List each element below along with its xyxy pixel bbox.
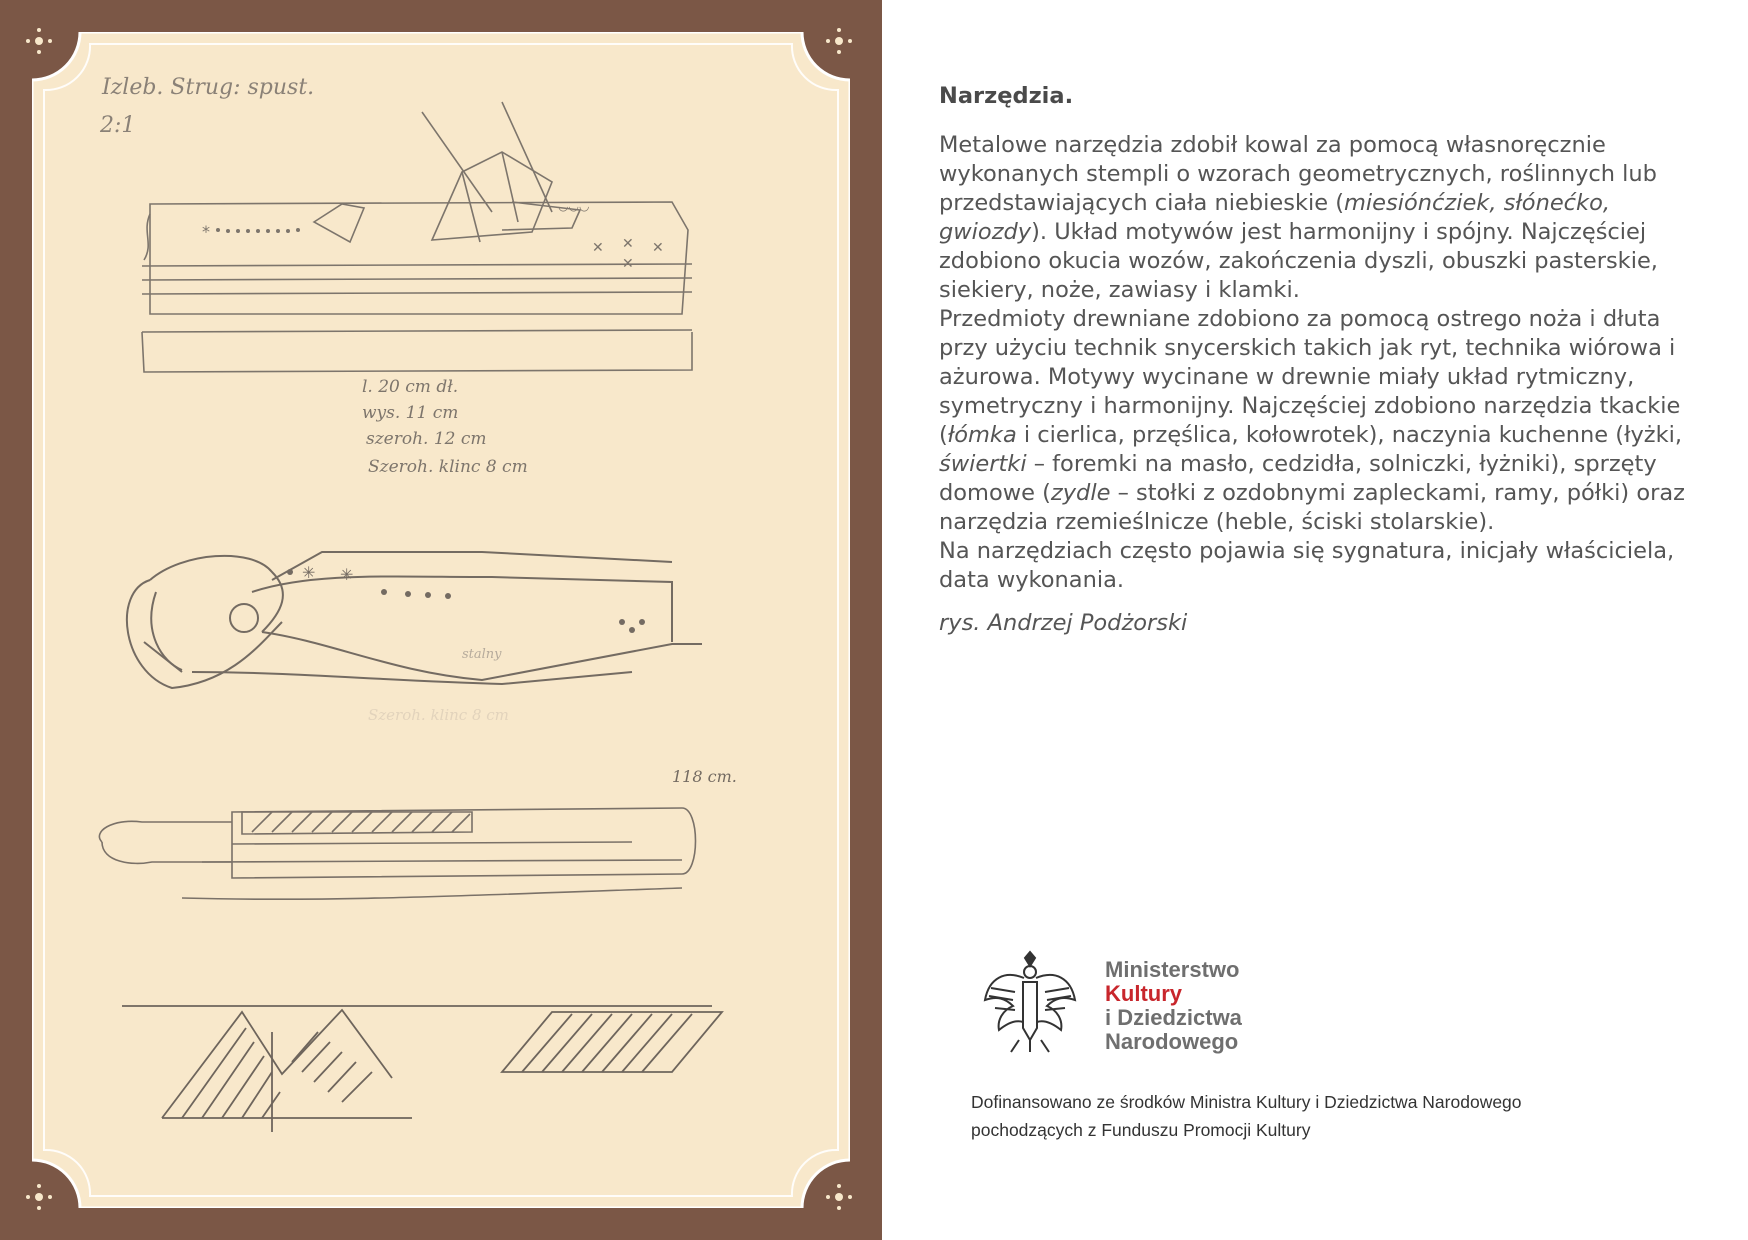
- author-credit: rys. Andrzej Podżorski: [939, 610, 1188, 636]
- svg-text:✳: ✳: [340, 565, 354, 584]
- note-faint-1: stalny: [462, 647, 502, 662]
- funding-note: Dofinansowano ze środków Ministra Kultury i Dziedzictwa Narodowego pochodzących z Funduszu Promocji Kultury: [971, 1092, 1522, 1140]
- note-dim-3: szeroh. 12 cm: [366, 429, 487, 449]
- article-heading: Narzędzia.: [939, 83, 1074, 109]
- note-length: 118 cm.: [672, 767, 737, 786]
- note-scale: 2:1: [100, 113, 136, 138]
- ministry-logo: [975, 948, 1335, 1058]
- corner-ornament-tr: [818, 20, 860, 62]
- svg-text:✕: ✕: [652, 240, 664, 256]
- paper-shape: [32, 32, 850, 1208]
- article: [939, 82, 1699, 638]
- sketch-paper: [32, 32, 850, 1208]
- svg-text:◡◡◡: ◡◡◡: [558, 199, 590, 213]
- svg-text:✳: ✳: [302, 563, 316, 582]
- note-dim-1: l. 20 cm dł.: [362, 377, 459, 397]
- note-dim-4: Szeroh. klinc 8 cm: [368, 457, 528, 477]
- ministry-name: Ministerstwo Kultury i Dziedzictwa Narodowego: [1105, 957, 1242, 1054]
- svg-text:*: *: [202, 222, 210, 241]
- svg-text:✕: ✕: [592, 240, 604, 256]
- note-dim-2: wys. 11 cm: [362, 403, 459, 423]
- corner-ornament-bl: [18, 1176, 60, 1218]
- eagle-emblem-icon: [975, 948, 1085, 1058]
- paragraph-signature: Na narzędziach często pojawia się sygnatura, inicjały właściciela, data wykonania.: [939, 538, 1675, 593]
- note-top: Izleb. Strug: spust.: [102, 75, 315, 100]
- paragraph-metal-tools: Metalowe narzędzia zdobił kowal za pomocą własnoręcznie wykonanych stempli o wzorach geometrycznych, roślinnych lub przedstawiających ciała niebieskie (miesiónćziek, słónećko, gwiozdy). Układ motywów jest harmonijny i spójny. Najczęściej zdobiono okucia wozów, zakończenia dyszli, obuszki pasterskie, siekiery, noże, zawiasy i klamki.: [939, 132, 1658, 303]
- svg-text:✕: ✕: [622, 236, 634, 252]
- corner-ornament-tl: [18, 20, 60, 62]
- note-faint-2: Szeroh. klinc 8 cm: [368, 706, 509, 724]
- svg-text:✕: ✕: [622, 256, 634, 272]
- corner-ornament-br: [818, 1176, 860, 1218]
- tool-sketch: [32, 32, 850, 1208]
- paragraph-wooden-objects: Przedmioty drewniane zdobiono za pomocą ostrego noża i dłuta przy użyciu technik snycerskich takich jak ryt, technika wiórowa i ażurowa. Motywy wycinane w drewnie miały układ rytmiczny, symetryczny i harmonijny. Najczęściej zdobiono narzędzia tkackie (łómka i cierlica, przęślica, kołowrotek), naczynia kuchenne (łyżki, świertki – foremki na masło, cedzidła, solniczki, łyżniki), sprzęty domowe (zydle – stołki z ozdobnymi zapleckami, ramy, półki) oraz narzędzia rzemieślnicze (heble, ściski stolarskie).: [939, 306, 1685, 535]
